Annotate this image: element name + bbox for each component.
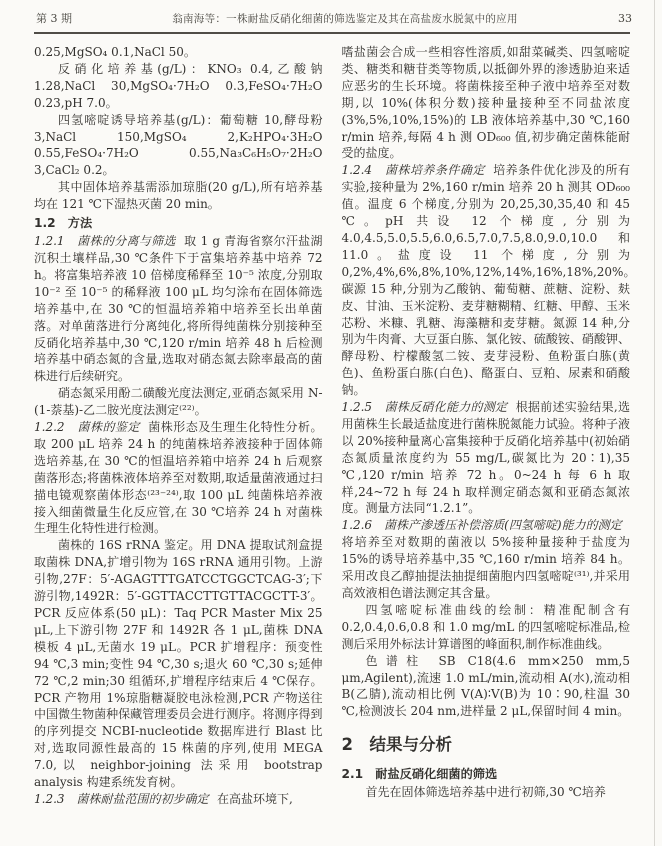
method-paragraph-1-2-6	[342, 517, 631, 602]
method-paragraph-1-2-4	[341, 162, 636, 399]
method-heading: 1.2.2 菌株的鉴定	[34, 420, 140, 435]
page-header	[0, 0, 662, 30]
paragraph: 色谱柱 SB C18(4.6 mm×250 mm,5 μm,Agilent),流速 1.0 mL/min,流动相 A(水),流动相 B(乙腈),流动相比例 V(A)∶V(B)为 10∶90,柱温 30 ℃,检测波长 204 nm,进样量 2 μL,保留时间 4 min。	[341, 653, 630, 719]
method-heading: 1.2.5 菌株反硝化能力的测定	[341, 400, 508, 415]
paragraph-text: 菌株形态及生理生化特性分析。取 200 μL 培养 24 h 的纯菌株培养液接种于固体筛选培养基,在 30 ℃的恒温培养箱中培养 24 h 后观察菌落形态;将菌株液体培养至对数期,取适量菌液通过扫描电镜观察菌体形态⁽²³⁻²⁴⁾,取 100 μL 纯菌株培养液接入细菌微量生化反应管,在 30 ℃培养 24 h 对菌株生理生化特性进行检测。	[34, 420, 323, 536]
method-heading: 1.2.6 菌株产渗透压补偿溶质(四氢嘧啶)能力的测定	[341, 518, 622, 533]
left-column	[34, 44, 323, 808]
paragraph: 嗜盐菌会合成一些相容性溶质,如甜菜碱类、四氢嘧啶类、糖类和糖苷类等物质,以抵御外界的渗透胁迫来适应恶劣的生长环境。将菌株接至种子液中培养至对数期,以 10%(体积分数)接种量接种至不同盐浓度(3%,5%,10%,15%)的 LB 液体培养基中,30 ℃,160 r/min 培养,每隔 4 h 测 OD₆₀₀ 值,初步确定菌株能耐受的盐度。	[341, 45, 630, 161]
section-heading-1-2: 1.2 方法	[34, 216, 93, 231]
paragraph: 其中固体培养基需添加琼脂(20 g/L),所有培养基均在 121 ℃下湿热灭菌 20 min。	[34, 180, 323, 212]
method-heading: 1.2.3 菌株耐盐范围的初步确定	[34, 791, 209, 806]
method-paragraph-1-2-2	[34, 419, 323, 537]
paragraph-text: 根据前述实验结果,选用菌株生长最适盐度进行菌株脱氮能力试验。将种子液以 20%接种量离心富集接种于反硝化培养基中(初始硝态氮质量浓度约为 55 mg/L,碳氮比为 20∶1),35 ℃,120 r/min 培养 72 h。0~24 h 每 6 h 取样,24~72 h 每 24 h 取样测定硝态氮和亚硝态氮浓度。测量方法同“1.2.1”。	[341, 400, 630, 516]
method-heading: 1.2.1 菌株的分离与筛选	[34, 234, 176, 249]
method-paragraph-1-2-1	[34, 233, 323, 385]
paragraph: 菌株的 16S rRNA 鉴定。用 DNA 提取试剂盒提取菌株 DNA,扩增引物为 16S rRNA 通用引物。上游引物,27F：5′-AGAGTTTGATCCTGGCTCAG-3′;下游引物,1492R：5′-GGTTACCTTGTTACGCTT-3′。PCR 反应体系(50 μL)：Taq PCR Master Mix 25 μL,上下游引物 27F 和 1492R 各 1 μL,菌株 DNA 模板 4 μL,无菌水 19 μL。PCR 扩增程序：预变性 94 ℃,3 min;变性 94 ℃,30 s;退火 60 ℃,30 s;延伸 72 ℃,2 min;30 组循环,扩增程序结束后 4 ℃保存。PCR 产物用 1%琼脂糖凝胶电泳检测,PCR 产物送往中国微生物菌种保藏管理委员会进行测序。将测序得到的序列提交 NCBI-nucleotide 数据库进行 Blast 比对,选取同源性最高的 15 株菌的序列,使用 MEGA 7.0,以 neighbor-joining 法采用 bootstrap analysis 构建系统发育树。	[34, 538, 323, 790]
paragraph: 反硝化培养基(g/L)：KNO₃ 0.4,乙酸钠 1.28,NaCl 30,MgSO₄·7H₂O 0.3,FeSO₄·7H₂O 0.23,pH 7.0。	[34, 61, 323, 110]
paragraph: 四氢嘧啶诱导培养基(g/L)：葡萄糖 10,酵母粉 3,NaCl 150,MgSO₄ 2,K₂HPO₄·3H₂O 0.55,FeSO₄·7H₂O 0.55,Na₃C₆H₅O₇·2H₂O 3,CaCl₂ 0.2。	[34, 112, 323, 178]
section-heading-2: 2 结果与分析	[341, 735, 452, 755]
paragraph-text: 在高盐环境下,	[216, 791, 293, 806]
journal-issue: 第 3 期	[36, 12, 72, 25]
paragraph: 首先在固体筛选培养基中进行初筛,30 ℃培养	[365, 785, 606, 800]
method-paragraph-1-2-5	[342, 399, 631, 517]
paragraph: 硝态氮采用酚二磺酸光度法测定,亚硝态氮采用 N-(1-萘基)-乙二胺光度法测定⁽²²⁾。	[34, 386, 323, 418]
right-column	[341, 44, 636, 808]
paragraph-text: 培养条件优化涉及的所有实验,接种量为 2%,160 r/min 培养 20 h 测其 OD₆₀₀ 值。温度 6 个梯度,分别为 20,25,30,35,40 和 45 ℃。pH 共设 12 个梯度,分别为 4.0,4.5,5.0,5.5,6.0,6.5,7.0,7.5,8.0,9.0,10.0 和 11.0。盐度设 11 个梯度,分别为 0,2%,4%,6%,8%,10%,12%,14%,16%,18%,20%。碳源 15 种,分别为乙酸钠、葡萄糖、蔗糖、淀粉、麸皮、甘油、玉米淀粉、麦芽糖糊精、红糖、甲醇、玉米芯粉、米糠、乳糖、海藻糖和麦芽糖。氮源 14 种,分别为牛肉膏、大豆蛋白胨、氯化铵、硫酸铵、硝酸钾、酵母粉、柠檬酸氢二铵、麦芽浸粉、鱼粉蛋白胨(黄色)、鱼粉蛋白胨(白色)、酪蛋白、豆粕、尿素和硝酸钠。	[341, 163, 636, 398]
paragraph: 0.25,MgSO₄ 0.1,NaCl 50。	[34, 45, 196, 59]
article-body	[0, 44, 662, 808]
header-rule	[34, 32, 630, 34]
paragraph-text: 将培养至对数期的菌液以 5%接种量接种于盐度为 15%的诱导培养基中,35 ℃,160 r/min 培养 84 h。采用改良乙醇抽提法抽提细菌胞内四氢嘧啶⁽³¹⁾,并采用高效液相色谱法测定其含量。	[341, 535, 630, 600]
paragraph: 四氢嘧啶标准曲线的绘制：精准配制含有 0.2,0.4,0.6,0.8 和 1.0 mg/mL 的四氢嘧啶标准品,检测后采用外标法计算谱图的峰面积,制作标准曲线。	[341, 602, 630, 651]
page-number: 33	[618, 12, 632, 25]
running-title: 翁南海等：一株耐盐反硝化细菌的筛选鉴定及其在高盐废水脱氮中的应用	[172, 13, 518, 25]
method-paragraph-1-2-3	[34, 791, 323, 808]
section-heading-2-1: 2.1 耐盐反硝化细菌的筛选	[341, 767, 498, 782]
method-heading: 1.2.4 菌株培养条件确定	[341, 163, 485, 178]
paragraph-text: 取 1 g 青海省察尔汗盐湖沉积土壤样品,30 ℃条件下于富集培养基中培养 72 h。将富集培养液 10 倍梯度稀释至 10⁻⁵ 浓度,分别取 10⁻² 至 10⁻⁵ 的稀释液 100 μL 均匀涂布在固体筛选培养基中,在 30 ℃的恒温培养箱中培养至长出单菌落。对单菌落进行分离纯化,将所得纯菌株分别接种至反硝化培养基中,30 ℃,120 r/min 培养 48 h 后检测培养基中硝态氮的含量,选取对硝态氮去除率最高的菌株进行后续研究。	[34, 234, 323, 384]
